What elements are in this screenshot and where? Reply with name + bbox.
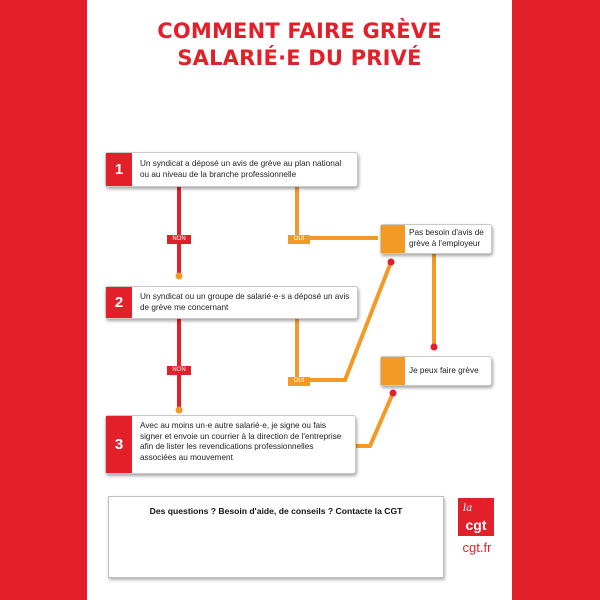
no-tag-1: NON [167,235,191,244]
step-3-number: 3 [106,416,132,473]
step-3-to-result-2-connector [355,393,393,446]
step-1-box [105,152,358,187]
cgt-website[interactable]: cgt.fr [462,540,492,555]
step-3-to-result-2-dot [390,390,397,397]
contact-box [108,496,444,578]
step-1-number: 1 [106,153,132,186]
result-can-strike-box [380,356,492,386]
step-2-number: 2 [106,287,132,318]
result-can-strike-marker [381,357,405,385]
result-can-strike-text: Je peux faire grève [409,366,479,375]
logo-main-text: cgt [465,517,487,533]
contact-text: Des questions ? Besoin d'aide, de conseils ? Contacte la CGT [149,506,403,516]
result-no-notice-marker [381,225,405,253]
result-no-notice-text: Pas besoin d'avis de grève à l'employeur [409,228,484,248]
cgt-logo-icon [458,498,494,536]
result-no-notice-box [380,224,492,254]
yes-connector-step-1 [297,186,378,238]
no-connector-2-3-end-dot [176,407,183,414]
no-tag-2: NON [167,366,191,375]
step-3-box [105,415,356,474]
yes-tag-1: OUI [288,235,310,244]
title-line-2: SALARIÉ·E DU PRIVÉ [177,46,422,70]
yes-tag-2: OUI [288,377,310,386]
logo-script-text: la [463,503,473,514]
step-2-text: Un syndicat ou un groupe de salarié·e·s a déposé un avis de grève me concernant [140,292,350,312]
step-2-box [105,286,358,319]
step-1-text: Un syndicat a déposé un avis de grève au plan national ou au niveau de la branche professionnelle [140,159,342,179]
yes-connector-step-2 [297,262,391,380]
yes-connector-step-2-dot [388,259,395,266]
result-1-to-2-dot [431,344,438,351]
step-3-text: Avec au moins un·e autre salarié·e, je signe ou fais signer et envoie un courrier à la direction de l'entreprise afin de lister les revendications professionnelles associées au mouvement [140,421,342,462]
no-connector-1-2-end-dot [176,273,183,280]
title-line-1: COMMENT FAIRE GRÈVE [157,19,442,43]
